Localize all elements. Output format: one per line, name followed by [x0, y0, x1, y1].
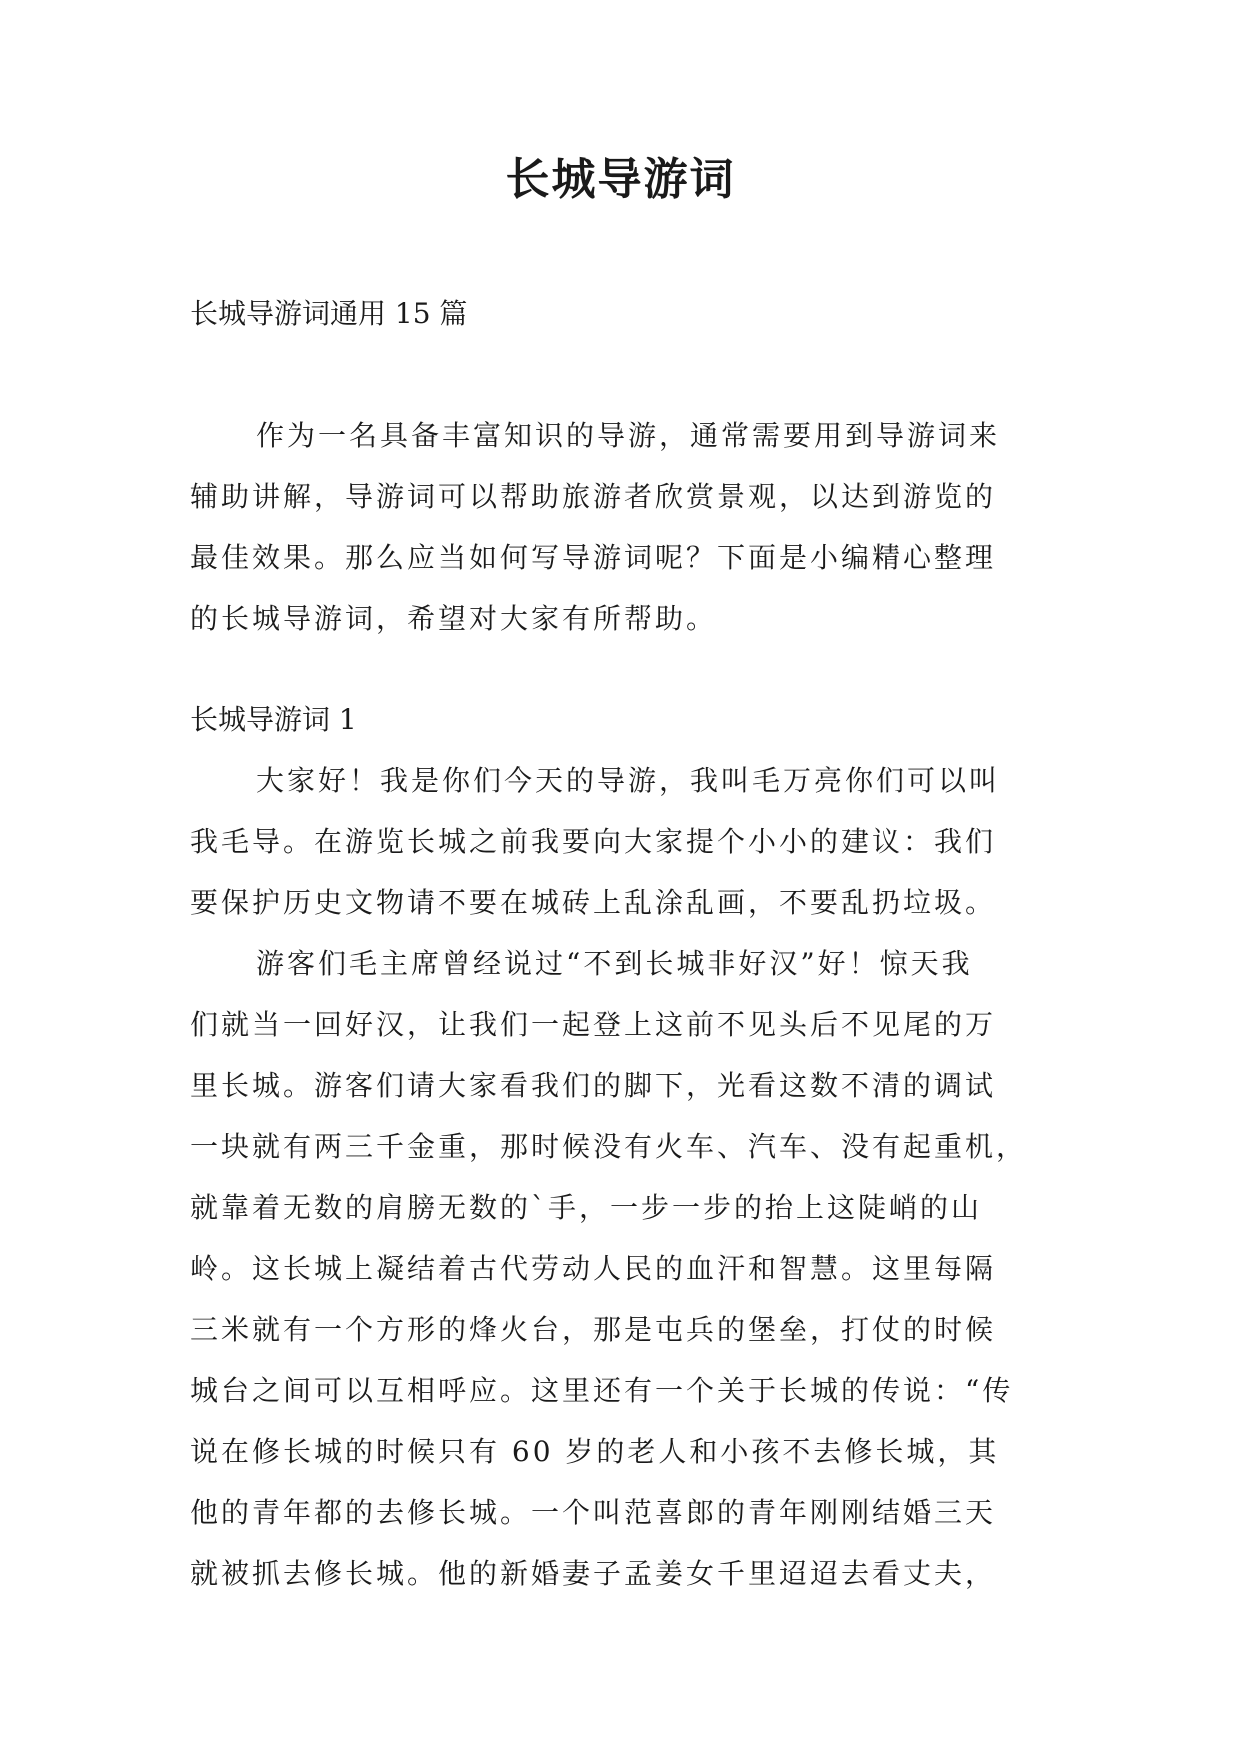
body-line: 岭。这长城上凝结着古代劳动人民的血汗和智慧。这里每隔	[190, 1252, 997, 1285]
document-subtitle: 长城导游词通用 15 篇	[190, 297, 468, 330]
intro-line: 最佳效果。那么应当如何写导游词呢？下面是小编精心整理	[190, 541, 997, 574]
intro-line: 辅助讲解，导游词可以帮助旅游者欣赏景观，以达到游览的	[190, 480, 997, 513]
intro-line: 的长城导游词，希望对大家有所帮助。	[190, 602, 718, 635]
section-body	[190, 750, 1050, 1604]
body-line: 游客们毛主席曾经说过“不到长城非好汉”好！惊天我	[256, 947, 973, 980]
body-line: 里长城。游客们请大家看我们的脚下，光看这数不清的调试	[190, 1069, 997, 1102]
intro-line: 作为一名具备丰富知识的导游，通常需要用到导游词来	[256, 419, 1001, 452]
body-line: 一块就有两三千金重，那时候没有火车、汽车、没有起重机，	[190, 1130, 1028, 1163]
body-line: 说在修长城的时候只有 60 岁的老人和小孩不去修长城，其	[190, 1435, 1000, 1468]
body-line: 就被抓去修长城。他的新婚妻子孟姜女千里迢迢去看丈夫，	[190, 1557, 997, 1590]
document-title: 长城导游词	[505, 154, 736, 205]
body-line: 大家好！我是你们今天的导游，我叫毛万亮你们可以叫	[256, 764, 1001, 797]
body-line: 们就当一回好汉，让我们一起登上这前不见头后不见尾的万	[190, 1008, 997, 1041]
body-line: 我毛导。在游览长城之前我要向大家提个小小的建议：我们	[190, 825, 997, 858]
body-line: 城台之间可以互相呼应。这里还有一个关于长城的传说：“传	[190, 1374, 1014, 1407]
body-line: 就靠着无数的肩膀无数的`手，一步一步的抬上这陡峭的山	[190, 1191, 983, 1224]
intro-paragraph	[190, 405, 1050, 649]
body-line: 三米就有一个方形的烽火台，那是屯兵的堡垒，打仗的时候	[190, 1313, 997, 1346]
body-line: 他的青年都的去修长城。一个叫范喜郎的青年刚刚结婚三天	[190, 1496, 997, 1529]
section-heading: 长城导游词 1	[190, 703, 357, 736]
body-line: 要保护历史文物请不要在城砖上乱涂乱画，不要乱扔垃圾。	[190, 886, 997, 919]
